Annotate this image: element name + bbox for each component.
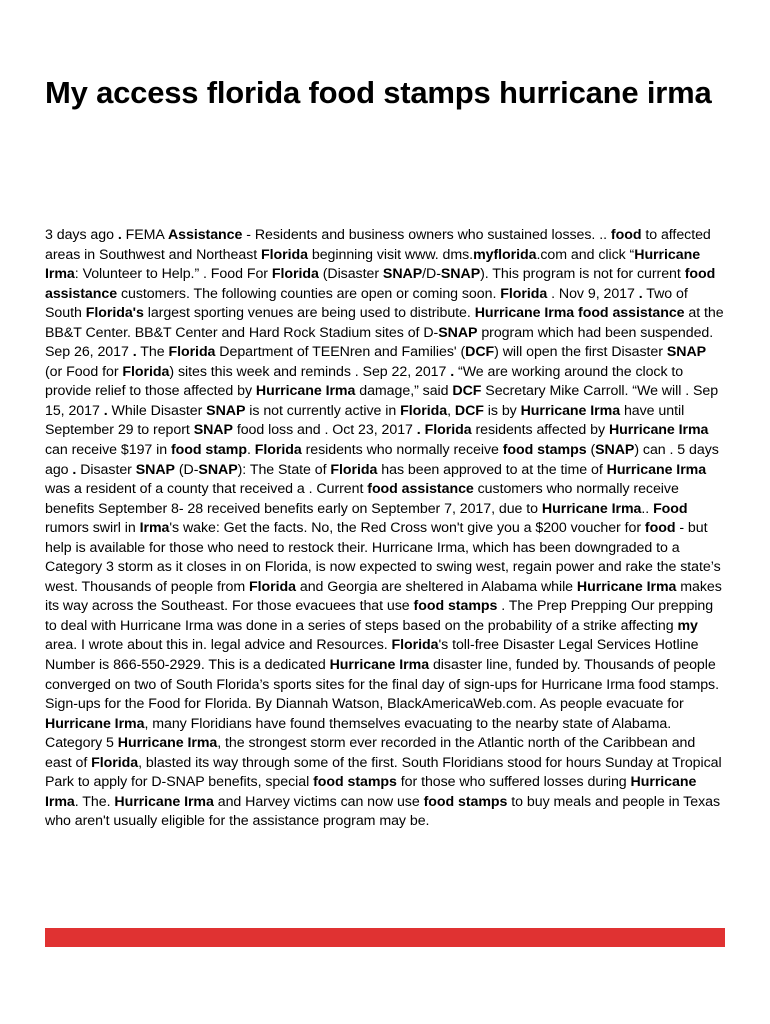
bold-keyword: Florida bbox=[424, 422, 472, 439]
text-run: residents affected by bbox=[471, 422, 609, 439]
text-run: was a resident of a county that received a . Current bbox=[45, 481, 368, 498]
text-run: customers. The following counties are open or coming soon. bbox=[117, 285, 501, 302]
text-run: ): The State of bbox=[237, 461, 331, 478]
bold-keyword: Food bbox=[653, 500, 688, 517]
bold-keyword: SNAP bbox=[440, 266, 481, 283]
text-run: program which had been suspended. Sep 26, 2017 bbox=[45, 324, 714, 361]
text-run: ) sites this week and reminds . Sep 22, 2017 bbox=[169, 363, 451, 380]
text-run: area. I wrote about this in. legal advice and Resources. bbox=[45, 637, 392, 654]
bold-keyword: Florida bbox=[91, 754, 139, 771]
text-run: ( bbox=[586, 442, 596, 459]
text-run: damage,” said bbox=[355, 383, 453, 400]
text-run: for those who suffered losses during bbox=[396, 774, 631, 791]
text-run: . The Prep Prepping Our prepping to deal with Hurricane Irma was done in a series of steps based on the probability of a strike affecting bbox=[45, 598, 714, 634]
text-run: 's wake: Get the facts. No, the Red Cross won't give you a $200 voucher for bbox=[169, 520, 645, 537]
text-run: disaster line, funded by. Thousands of people converged on two of South Florida’s sports sites for the final day of sign-ups for Hurricane Irma food stamps. Sign-ups for the Food for Florida. By Diannah Watson, BlackAmericaWeb.com. As people evacuate for bbox=[45, 657, 719, 713]
bold-keyword: SNAP bbox=[438, 324, 478, 341]
bold-keyword: Florida bbox=[271, 266, 319, 283]
bold-keyword: SNAP bbox=[595, 442, 635, 459]
bold-keyword: Assistance bbox=[167, 227, 243, 243]
bold-keyword: food assistance bbox=[45, 266, 716, 302]
bold-keyword: Hurricane Irma bbox=[606, 461, 707, 478]
bold-keyword: Florida bbox=[391, 637, 439, 654]
footer-accent-bar bbox=[45, 928, 725, 947]
text-run: /D- bbox=[422, 266, 441, 283]
bold-keyword: SNAP bbox=[382, 266, 423, 283]
text-run: Secretary Mike Carroll. “We will . Sep 15, 2017 bbox=[45, 383, 719, 419]
bold-keyword: SNAP bbox=[135, 461, 175, 478]
bold-keyword: Hurricane Irma bbox=[45, 774, 697, 810]
bold-keyword: Florida bbox=[261, 246, 308, 263]
bold-keyword: SNAP bbox=[666, 344, 707, 361]
text-run: , the strongest storm ever recorded in the Atlantic north of the Caribbean and east of bbox=[45, 735, 696, 771]
bold-keyword: . bbox=[72, 461, 77, 478]
bold-keyword: Florida bbox=[254, 442, 302, 459]
text-run: (or Food for bbox=[45, 363, 123, 380]
text-run: FEMA bbox=[121, 227, 168, 243]
text-run: , many Floridians have found themselves evacuating to the nearby state of Alabama. Category 5 bbox=[45, 715, 672, 752]
bold-keyword: Irma bbox=[139, 520, 170, 537]
text-run: largest sporting venues are being used to distribute. bbox=[143, 305, 475, 322]
text-run: to buy meals and people in Texas who aren't usually eligible for the assistance program may be. bbox=[45, 793, 720, 830]
text-run: has been approved to at the time of bbox=[377, 461, 607, 478]
bold-keyword: DCF bbox=[454, 402, 484, 419]
bold-keyword: Florida bbox=[249, 578, 296, 595]
bold-keyword: Florida bbox=[122, 363, 170, 380]
bold-keyword: food stamps bbox=[423, 793, 508, 810]
text-run: : Volunteer to Help.” . Food For bbox=[74, 266, 272, 283]
text-run: and Harvey victims can now use bbox=[213, 793, 424, 810]
bold-keyword: food stamp bbox=[170, 442, 247, 459]
bold-keyword: food bbox=[644, 520, 676, 537]
text-run: 's toll-free Disaster Legal Services Hotline Number is 866-550-2929. This is a dedicated bbox=[45, 637, 699, 674]
bold-keyword: my bbox=[677, 617, 698, 634]
text-run: 3 days ago bbox=[45, 227, 118, 243]
bold-keyword: Hurricane Irma bbox=[576, 578, 677, 595]
bold-keyword: Florida bbox=[330, 461, 378, 478]
text-run: to affected areas in Southwest and Northeast bbox=[45, 227, 711, 263]
bold-keyword: food stamps bbox=[502, 442, 587, 459]
text-run: .. bbox=[641, 500, 654, 517]
text-run: makes its way across the Southeast. For those evacuees that use bbox=[45, 578, 722, 615]
bold-keyword: Hurricane Irma bbox=[114, 793, 214, 810]
text-run: and Georgia are sheltered in Alabama while bbox=[295, 578, 577, 595]
bold-keyword: . bbox=[132, 344, 137, 361]
bold-keyword: Hurricane Irma bbox=[255, 383, 356, 400]
bold-keyword: food assistance bbox=[367, 481, 474, 498]
bold-keyword: Florida bbox=[168, 344, 216, 361]
bold-keyword: DCF bbox=[452, 383, 482, 400]
bold-keyword: food stamps bbox=[313, 774, 397, 791]
text-run: - but help is available for those who need to restock their. Hurricane Irma, which has been downgraded to a Category 3 storm as it closes in on Florida, is now expected to swing west, regain power and rake the state’s west. Thousands of people from bbox=[45, 520, 721, 595]
bold-keyword: Hurricane Irma bbox=[117, 735, 218, 752]
bold-keyword: Florida's bbox=[85, 305, 144, 322]
bold-keyword: Hurricane Irma bbox=[608, 422, 709, 439]
bold-keyword: . bbox=[450, 363, 455, 380]
text-run: Disaster bbox=[76, 461, 136, 478]
text-run: at the BB&T Center. BB&T Center and Hard Rock Stadium sites of D- bbox=[45, 305, 724, 341]
bold-keyword: food stamps bbox=[413, 598, 498, 615]
page-title: My access florida food stamps hurricane irma bbox=[45, 75, 712, 110]
text-run: is by bbox=[483, 402, 521, 419]
text-run: While Disaster bbox=[107, 402, 207, 419]
text-run: . Nov 9, 2017 bbox=[547, 285, 639, 302]
text-run: rumors swirl in bbox=[45, 520, 140, 537]
bold-keyword: . bbox=[103, 402, 108, 419]
bold-keyword: Hurricane Irma bbox=[541, 500, 642, 517]
text-run: , bbox=[447, 402, 455, 419]
bold-keyword: SNAP bbox=[206, 402, 246, 419]
text-run: have until September 29 to report bbox=[45, 402, 685, 439]
text-run: (Disaster bbox=[318, 266, 383, 283]
text-run: Department of TEENren and Families' ( bbox=[215, 344, 466, 361]
text-run: residents who normally receive bbox=[301, 442, 503, 459]
bold-keyword: Florida bbox=[500, 285, 548, 302]
text-run: “We are working around the clock to provide relief to those affected by bbox=[45, 363, 684, 400]
text-run: ). This program is not for current bbox=[480, 266, 685, 283]
text-run: ) can . 5 days ago bbox=[45, 442, 719, 478]
bold-keyword: DCF bbox=[465, 344, 495, 361]
bold-keyword: Hurricane Irma bbox=[45, 715, 145, 732]
text-run: is not currently active in bbox=[245, 402, 401, 419]
bold-keyword: SNAP bbox=[193, 422, 233, 439]
bold-keyword: Hurricane Irma food assistance bbox=[474, 305, 685, 322]
text-run: The bbox=[136, 344, 169, 361]
bold-keyword: . bbox=[117, 227, 122, 243]
text-run: .com and click “ bbox=[536, 246, 635, 263]
text-run: . The. bbox=[74, 793, 115, 810]
text-run: (D- bbox=[174, 461, 199, 478]
text-run: ) will open the first Disaster bbox=[494, 344, 667, 361]
bold-keyword: Hurricane Irma bbox=[329, 657, 430, 674]
text-run: customers who normally receive benefits September 8- 28 received benefits early on September 7, 2017, due to bbox=[45, 481, 679, 517]
bold-keyword: . bbox=[416, 422, 421, 439]
bold-keyword: Hurricane Irma bbox=[520, 402, 621, 419]
text-run: , blasted its way through some of the first. South Floridians stood for hours Sunday at Tropical Park to apply for D-SNAP benefits, special bbox=[45, 754, 722, 791]
text-run: beginning visit www. dms. bbox=[307, 246, 474, 263]
text-run: can receive $197 in bbox=[45, 442, 171, 459]
bold-keyword: food bbox=[610, 227, 642, 243]
article-body bbox=[45, 226, 725, 832]
bold-keyword: myflorida bbox=[473, 246, 537, 263]
bold-keyword: Hurricane Irma bbox=[45, 246, 701, 283]
bold-keyword: Florida bbox=[400, 402, 448, 419]
text-run: food loss and . Oct 23, 2017 bbox=[232, 422, 417, 439]
bold-keyword: SNAP bbox=[198, 461, 238, 478]
text-run: . bbox=[246, 442, 255, 459]
text-run: Two of South bbox=[45, 285, 688, 322]
bold-keyword: . bbox=[638, 285, 643, 302]
text-run: - Residents and business owners who sustained losses. .. bbox=[242, 227, 611, 243]
